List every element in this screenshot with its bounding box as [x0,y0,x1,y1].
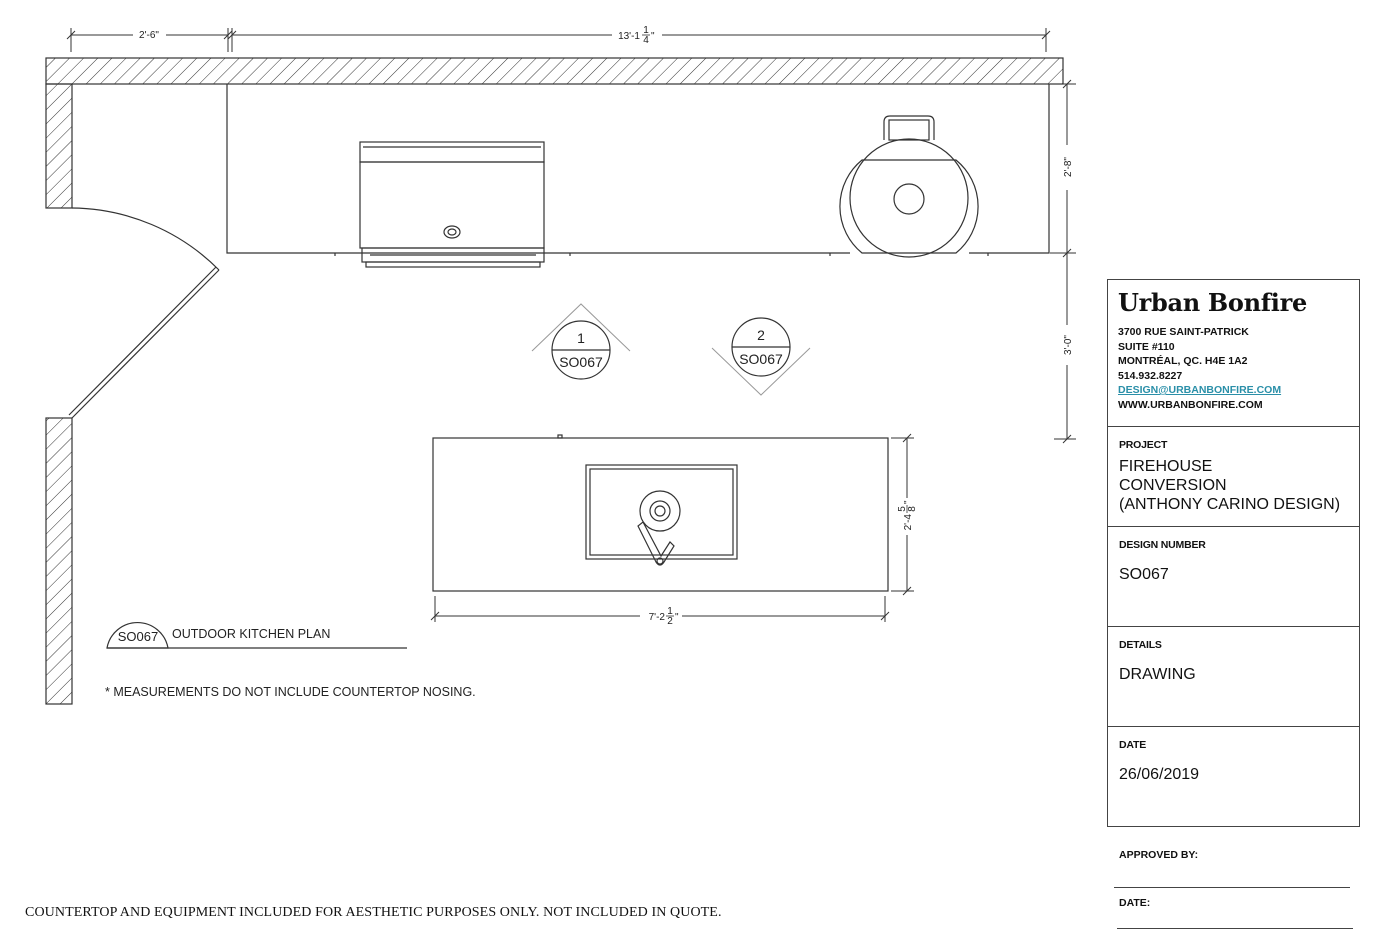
date-cell [1108,727,1359,827]
wall-left-upper [46,84,72,208]
door [69,208,219,418]
dim-island-width-label [649,606,679,627]
plan-title: OUTDOOR KITCHEN PLAN [172,627,331,641]
svg-text:1: 1 [667,606,673,617]
project-line-3: (ANTHONY CARINO DESIGN) [1119,496,1341,513]
design-number-cell [1108,527,1359,627]
svg-text:1: 1 [643,25,649,36]
svg-text:13'-1: 13'-1 [618,31,640,42]
project-label: PROJECT [1119,439,1168,451]
project-line-2: CONVERSION [1119,477,1227,494]
project-line-1: FIREHOUSE [1119,458,1213,475]
grill-knob-icon [444,226,460,238]
marker-2-number: 2 [757,327,765,343]
phone-number: 514.932.8227 [1118,369,1183,382]
design-number-value: SO067 [1119,566,1169,583]
dim-right-upper-label: 2'-8" [1063,157,1074,177]
svg-text:": " [675,612,679,623]
drain-icon [640,491,680,531]
measurement-note: * MEASUREMENTS DO NOT INCLUDE COUNTERTOP NOSING. [105,685,476,699]
pizza-oven [840,116,978,257]
svg-text:8: 8 [907,506,918,512]
dimension-right [1050,80,1076,443]
door-swing-arc [72,208,219,270]
marker-1-number: 1 [577,330,585,346]
dim-top-left-label: 2'-6" [139,30,159,41]
title-block [1107,279,1360,827]
approval-date-line[interactable] [1117,928,1353,929]
svg-text:4: 4 [643,35,649,46]
design-number-label: DESIGN NUMBER [1119,539,1206,551]
date-label: DATE [1119,739,1147,751]
details-label: DETAILS [1119,639,1162,651]
company-name: Urban Bonfire [1118,288,1307,317]
svg-text:5: 5 [897,506,908,512]
marker-1-ref: SO067 [559,354,603,370]
oven-vent-icon [894,184,924,214]
website: WWW.URBANBONFIRE.COM [1118,398,1263,411]
elevation-marker-2 [712,318,810,395]
address-line-3: MONTRÉAL, QC. H4E 1A2 [1118,355,1248,367]
plan-title-tag [107,623,407,648]
details-value: DRAWING [1119,666,1196,683]
company-info [1108,280,1359,427]
door-leaf [72,270,219,418]
date-value: 26/06/2019 [1119,766,1200,783]
wall-top [46,58,1063,84]
island [433,435,888,591]
quote-disclaimer: COUNTERTOP AND EQUIPMENT INCLUDED FOR AESTHETIC PURPOSES ONLY. NOT INCLUDED IN QUOTE. [25,905,722,920]
grill [360,142,544,267]
dim-top-main-label [618,25,655,46]
svg-text:": " [903,500,914,504]
back-counter [227,84,1049,256]
walls [46,58,1063,704]
svg-text:2'-4: 2'-4 [903,514,914,531]
address-line-2: SUITE #110 [1118,340,1175,353]
plan-tag-ref: SO067 [117,629,159,644]
address-line-1: 3700 RUE SAINT-PATRICK [1118,326,1249,338]
svg-text:": " [651,31,655,42]
approved-by-signature-line[interactable] [1114,887,1350,888]
project-cell [1108,427,1359,527]
approved-by-label: APPROVED BY: [1119,849,1199,861]
dim-right-lower-label: 3'-0" [1063,335,1074,355]
details-cell [1108,627,1359,727]
svg-text:7'-2: 7'-2 [648,612,665,623]
wall-left-lower [46,418,72,704]
svg-text:2: 2 [667,616,673,627]
island-counter [433,438,888,591]
marker-2-ref: SO067 [739,351,783,367]
elevation-marker-1 [532,304,630,379]
approval-date-label: DATE: [1119,897,1151,909]
sink [586,465,737,559]
dim-island-depth-label [897,500,918,530]
email-link[interactable]: DESIGN@URBANBONFIRE.COM [1118,384,1282,396]
